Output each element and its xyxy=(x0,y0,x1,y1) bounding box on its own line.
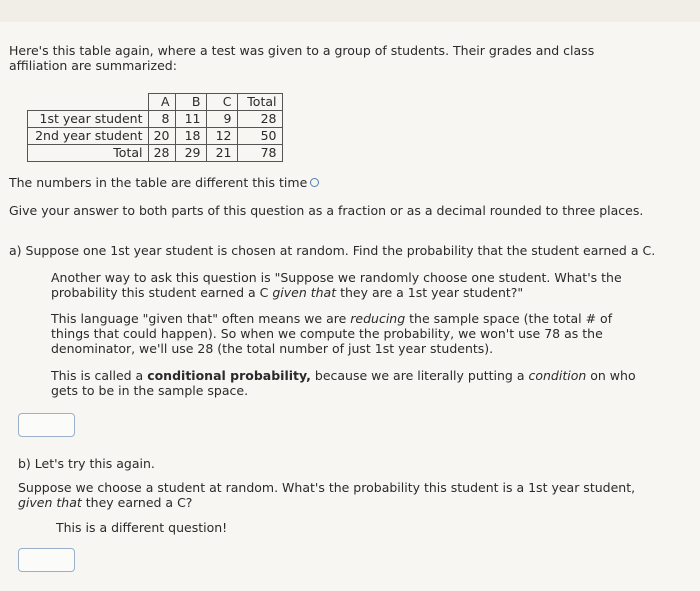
table-cell: 50 xyxy=(237,128,282,145)
part-a-question: a) Suppose one 1st year student is chosen at random. Find the probability that the student earned a C. xyxy=(9,243,656,258)
top-band xyxy=(0,0,700,23)
part-a-paragraph-1: Another way to ask this question is "Suppose we randomly choose one student. What's the probability this student earned a C given that they are a 1st year student?" xyxy=(51,270,622,300)
table-cell: 21 xyxy=(206,145,237,162)
table-cell: 18 xyxy=(175,128,206,145)
table-cell: 12 xyxy=(206,128,237,145)
table-header: B xyxy=(175,94,206,111)
table-cell: 11 xyxy=(175,111,206,128)
table-row xyxy=(28,145,283,162)
part-b-question: Suppose we choose a student at random. What's the probability this student is a 1st year student, given that they earned a C? xyxy=(18,480,636,510)
table-header: Total xyxy=(237,94,282,111)
row-label: Total xyxy=(28,145,149,162)
table-cell: 8 xyxy=(148,111,175,128)
intro-text: Here's this table again, where a test was given to a group of students. Their grades and class affiliation are summarized: xyxy=(9,43,595,73)
table-cell: 20 xyxy=(148,128,175,145)
row-label: 1st year student xyxy=(28,111,149,128)
table-cell: 78 xyxy=(237,145,282,162)
table-header: C xyxy=(206,94,237,111)
row-label: 2nd year student xyxy=(28,128,149,145)
answer-input-b[interactable] xyxy=(18,548,75,572)
table-cell: 28 xyxy=(237,111,282,128)
table-header-row xyxy=(28,94,283,111)
answer-input-a[interactable] xyxy=(18,413,75,437)
table-cell: 29 xyxy=(175,145,206,162)
table-cell: 28 xyxy=(148,145,175,162)
grades-table xyxy=(27,93,283,162)
part-a-paragraph-2: This language "given that" often means we are reducing the sample space (the total # of things that could happen). So when we compute the probability, we won't use 78 as the denominator, we'll use 28 (the total number of just 1st year students). xyxy=(51,311,613,356)
table-cell: 9 xyxy=(206,111,237,128)
part-b-note: This is a different question! xyxy=(56,520,228,535)
note-line xyxy=(9,175,319,190)
info-icon[interactable] xyxy=(310,178,319,187)
table-row xyxy=(28,128,283,145)
table-header: A xyxy=(148,94,175,111)
part-b-heading: b) Let's try this again. xyxy=(18,456,155,471)
part-a-paragraph-3: This is called a conditional probability, because we are literally putting a condition on who gets to be in the sample space. xyxy=(51,368,636,398)
table-row xyxy=(28,111,283,128)
note-text: The numbers in the table are different this time xyxy=(9,175,308,190)
instruction-text: Give your answer to both parts of this question as a fraction or as a decimal rounded to three places. xyxy=(9,203,644,218)
